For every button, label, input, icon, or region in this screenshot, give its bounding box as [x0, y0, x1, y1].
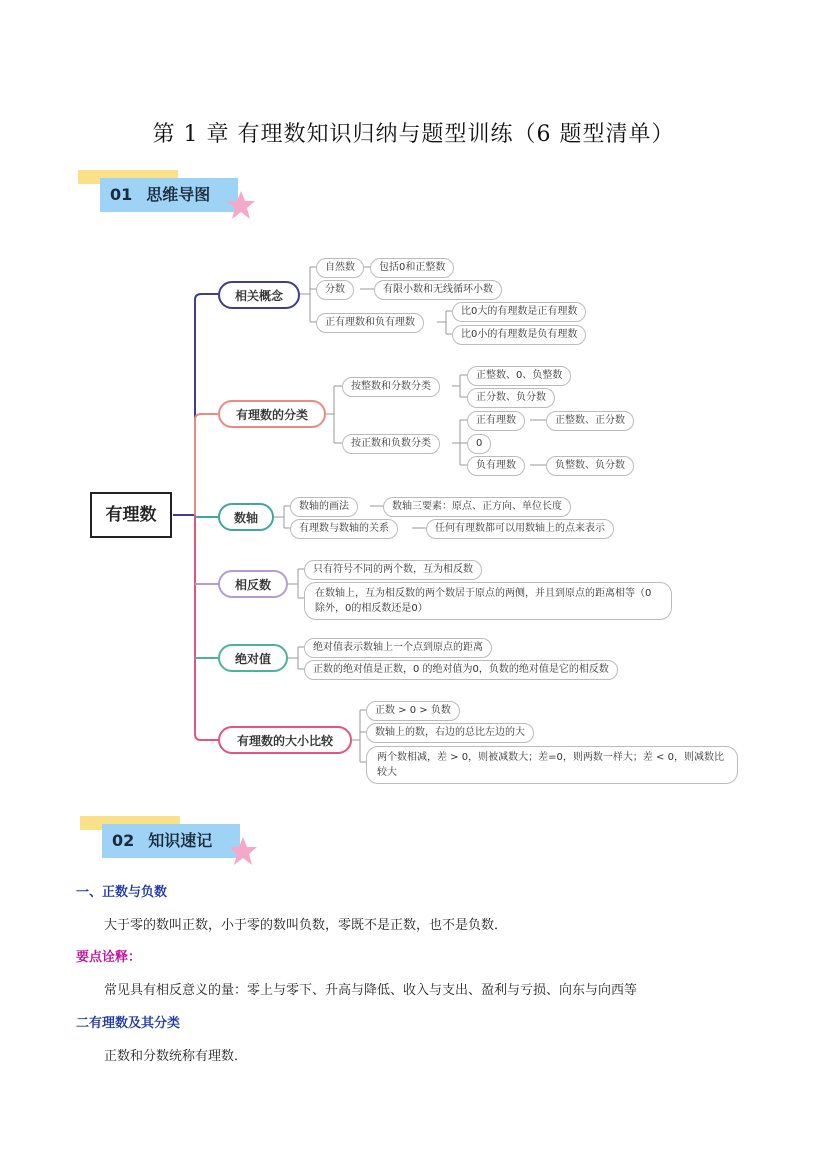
node-opposite-def: 只有符号不同的两个数，互为相反数 — [304, 560, 482, 580]
node-compare-subtract: 两个数相减，差 > 0，则被减数大；差=0，则两数一样大；差 < 0，则减数比较大 — [366, 746, 738, 784]
node-fractions: 正分数、负分数 — [467, 388, 555, 408]
node-natural-number-def: 包括0和正整数 — [370, 258, 454, 278]
section-title: 知识速记 — [148, 831, 213, 850]
node-opposite-property: 在数轴上，互为相反数的两个数居于原点的两侧，并且到原点的距离相等（0除外，0的相反数还是0） — [304, 582, 672, 620]
paragraph-rational-def: 正数和分数统称有理数． — [104, 1049, 248, 1064]
node-negative-rational: 负有理数 — [467, 456, 525, 476]
branch-classification: 有理数的分类 — [218, 400, 326, 428]
node-positive-rational-def: 比0大的有理数是正有理数 — [452, 302, 586, 322]
node-positive-rational: 正有理数 — [467, 411, 525, 431]
heading-rational-classification: 二有理数及其分类 — [76, 1016, 181, 1031]
node-compare-line: 数轴上的数，右边的总比左边的大 — [366, 723, 534, 743]
branch-number-line: 数轴 — [218, 503, 274, 531]
star-icon — [228, 836, 258, 866]
node-by-sign: 按正数和负数分类 — [342, 434, 440, 454]
section-header-knowledge — [80, 816, 340, 866]
node-negative-rational-types: 负整数、负分数 — [546, 456, 634, 476]
node-zero: 0 — [467, 434, 491, 454]
node-negative-rational-def: 比0小的有理数是负有理数 — [452, 325, 586, 345]
page-title: 第 1 章 有理数知识归纳与题型训练（6 题型清单） — [152, 122, 675, 147]
node-fraction-def: 有限小数和无线循环小数 — [374, 280, 502, 300]
section-number: 02 — [112, 831, 135, 850]
node-number-line-drawing: 数轴的画法 — [290, 497, 358, 517]
section-label-box — [102, 824, 240, 858]
heading-positive-negative: 一、正数与负数 — [76, 885, 168, 900]
node-natural-number: 自然数 — [316, 258, 364, 278]
paragraph-positive-negative-def: 大于零的数叫正数，小于零的数叫负数，零既不是正数，也不是负数． — [104, 918, 508, 933]
node-integers: 正整数、0、负整数 — [467, 366, 571, 386]
branch-size-comparison: 有理数的大小比较 — [218, 726, 352, 754]
node-positive-rational-types: 正整数、正分数 — [546, 411, 634, 431]
node-fraction: 分数 — [316, 280, 354, 300]
node-absolute-rule: 正数的绝对值是正数，0 的绝对值为0，负数的绝对值是它的相反数 — [304, 660, 618, 680]
branch-related-concepts: 相关概念 — [218, 281, 300, 309]
branch-opposite-number: 相反数 — [218, 570, 288, 598]
section-number: 01 — [110, 185, 133, 204]
node-rational-line-def: 任何有理数都可以用数轴上的点来表示 — [426, 519, 614, 539]
node-pos-neg-rational: 正有理数和负有理数 — [316, 313, 424, 333]
node-absolute-def: 绝对值表示数轴上一个点到原点的距离 — [304, 638, 492, 658]
section-title: 思维导图 — [146, 185, 211, 204]
node-by-integer-fraction: 按整数和分数分类 — [342, 377, 440, 397]
node-rational-line-relation: 有理数与数轴的关系 — [290, 519, 398, 539]
paragraph-opposite-quantities: 常见具有相反意义的量：零上与零下、升高与降低、收入与支出、盈利与亏损、向东与向西等 — [104, 983, 638, 998]
mindmap-root: 有理数 — [90, 492, 172, 538]
branch-absolute-value: 绝对值 — [218, 644, 288, 672]
node-compare-sign: 正数 > 0 > 负数 — [366, 701, 460, 721]
node-number-line-elements: 数轴三要素：原点、正方向、单位长度 — [383, 497, 571, 517]
heading-key-points: 要点诠释： — [76, 950, 142, 965]
